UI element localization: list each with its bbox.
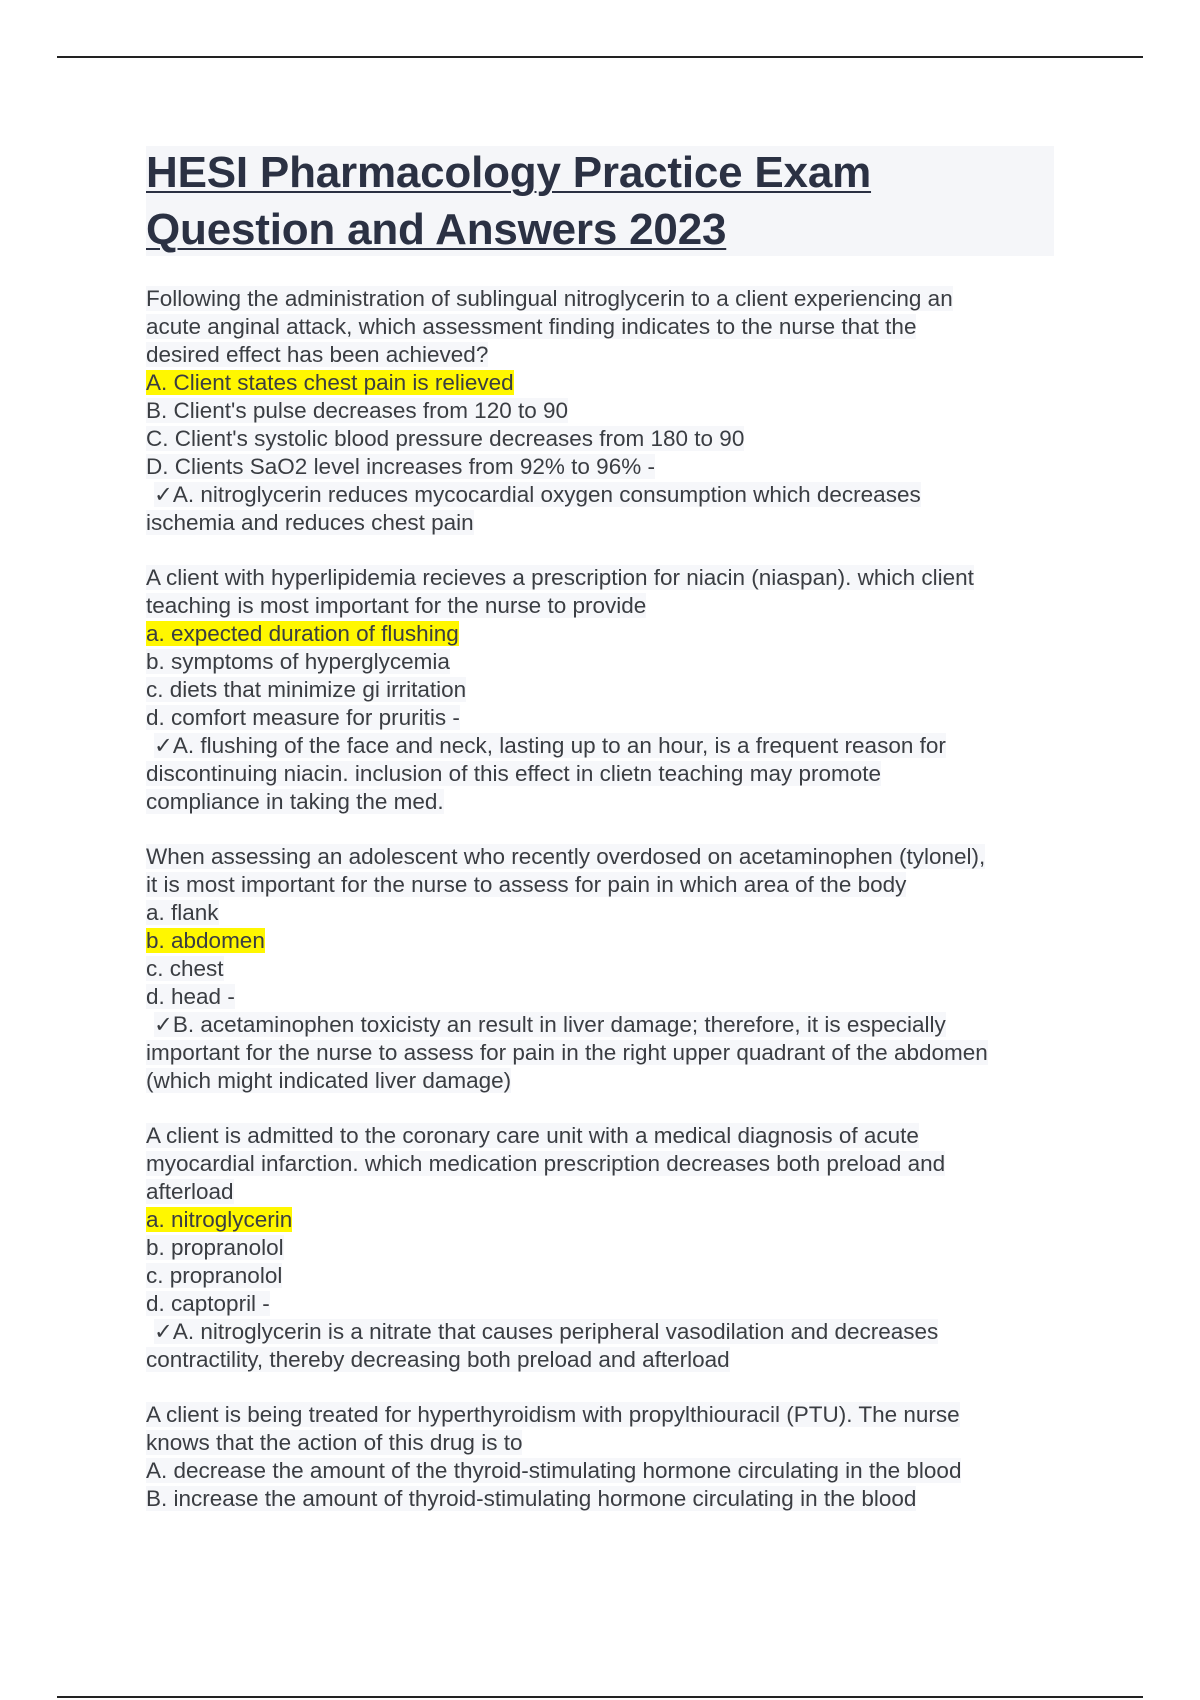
answer-option [146,397,1066,425]
document-title-line-2: Question and Answers 2023 [146,205,727,254]
top-rule [57,56,1143,58]
question-stem-text: myocardial infarction. which medication prescription decreases both preload and [146,1151,946,1176]
bottom-rule [57,1696,1143,1698]
rationale-line [146,788,1066,816]
rationale-line [146,1346,1066,1374]
question-block [146,843,1066,1095]
answer-option-text: c. propranolol [146,1263,283,1288]
question-stem-text: desired effect has been achieved? [146,342,489,367]
answer-option-correct [146,1206,1066,1234]
answer-option-text: d. comfort measure for pruritis - [146,705,460,730]
rationale-text: ✓B. acetaminophen toxicisty an result in liver damage; therefore, it is especially [154,1012,946,1037]
question-stem-line [146,1150,1066,1178]
question-stem-line [146,1401,1066,1429]
answer-option [146,704,1066,732]
question-block [146,1122,1066,1374]
question-block [146,285,1066,537]
question-block [146,1401,1066,1513]
question-stem-text: afterload [146,1179,234,1204]
rationale-line [146,1039,1066,1067]
rationale-text: ✓A. nitroglycerin reduces mycocardial oxygen consumption which decreases [154,482,921,507]
question-stem-line [146,1429,1066,1457]
answer-option-text: B. increase the amount of thyroid-stimulating hormone circulating in the blood [146,1486,917,1511]
question-stem-text: knows that the action of this drug is to [146,1430,523,1455]
question-stem-line [146,592,1066,620]
rationale-text: ✓A. flushing of the face and neck, lasting up to an hour, is a frequent reason for [154,733,946,758]
answer-option-text: c. chest [146,956,224,981]
rationale-line [146,1318,1066,1346]
answer-option-text: B. Client's pulse decreases from 120 to 90 [146,398,569,423]
answer-option-text: C. Client's systolic blood pressure decreases from 180 to 90 [146,426,745,451]
answer-option [146,983,1066,1011]
answer-option-text: b. symptoms of hyperglycemia [146,649,450,674]
rationale-line [146,509,1066,537]
answer-option-correct [146,369,1066,397]
rationale-line [146,481,1066,509]
question-stem-text: acute anginal attack, which assessment finding indicates to the nurse that the [146,314,917,339]
rationale-line [146,732,1066,760]
highlighted-answer-text: b. abdomen [146,928,265,953]
question-stem-text: When assessing an adolescent who recently overdosed on acetaminophen (tylonel), [146,844,986,869]
question-stem-line [146,871,1066,899]
answer-option-text: A. decrease the amount of the thyroid-stimulating hormone circulating in the blood [146,1458,962,1483]
answer-option [146,1290,1066,1318]
answer-option [146,453,1066,481]
answer-option [146,1457,1066,1485]
question-stem-line [146,341,1066,369]
rationale-text: important for the nurse to assess for pain in the right upper quadrant of the abdomen [146,1040,988,1065]
rationale-text: ✓A. nitroglycerin is a nitrate that causes peripheral vasodilation and decreases [154,1319,939,1344]
question-stem-text: teaching is most important for the nurse to provide [146,593,647,618]
answer-option-text: d. head - [146,984,235,1009]
question-stem-text: A client is admitted to the coronary care unit with a medical diagnosis of acute [146,1123,919,1148]
question-list [146,285,1066,1540]
rationale-line [146,760,1066,788]
question-block [146,564,1066,816]
answer-option [146,899,1066,927]
rationale-text: (which might indicated liver damage) [146,1068,512,1093]
question-stem-line [146,843,1066,871]
rationale-line [146,1067,1066,1095]
question-stem-line [146,564,1066,592]
question-stem-line [146,1122,1066,1150]
answer-option-text: D. Clients SaO2 level increases from 92% to 96% - [146,454,655,479]
answer-option [146,1485,1066,1513]
answer-option-text: b. propranolol [146,1235,284,1260]
rationale-text: ischemia and reduces chest pain [146,510,474,535]
answer-option [146,648,1066,676]
answer-option [146,425,1066,453]
question-stem-text: A client with hyperlipidemia recieves a prescription for niacin (niaspan). which client [146,565,974,590]
answer-option-correct [146,927,1066,955]
highlighted-answer-text: a. expected duration of flushing [146,621,459,646]
rationale-line [146,1011,1066,1039]
question-stem-line [146,313,1066,341]
highlighted-answer-text: a. nitroglycerin [146,1207,293,1232]
question-stem-line [146,285,1066,313]
question-stem-text: A client is being treated for hyperthyroidism with propylthiouracil (PTU). The nurse [146,1402,960,1427]
answer-option [146,676,1066,704]
document-title-line-1: HESI Pharmacology Practice Exam [146,148,872,197]
answer-option [146,955,1066,983]
answer-option-text: c. diets that minimize gi irritation [146,677,467,702]
rationale-text: compliance in taking the med. [146,789,444,814]
answer-option [146,1234,1066,1262]
answer-option-text: d. captopril - [146,1291,270,1316]
highlighted-answer-text: A. Client states chest pain is relieved [146,370,514,395]
question-stem-text: it is most important for the nurse to assess for pain in which area of the body [146,872,907,897]
question-stem-line [146,1178,1066,1206]
answer-option-text: a. flank [146,900,219,925]
question-stem-text: Following the administration of sublingual nitroglycerin to a client experiencing an [146,286,953,311]
answer-option-correct [146,620,1066,648]
rationale-text: contractility, thereby decreasing both preload and afterload [146,1347,730,1372]
rationale-text: discontinuing niacin. inclusion of this effect in clietn teaching may promote [146,761,881,786]
answer-option [146,1262,1066,1290]
